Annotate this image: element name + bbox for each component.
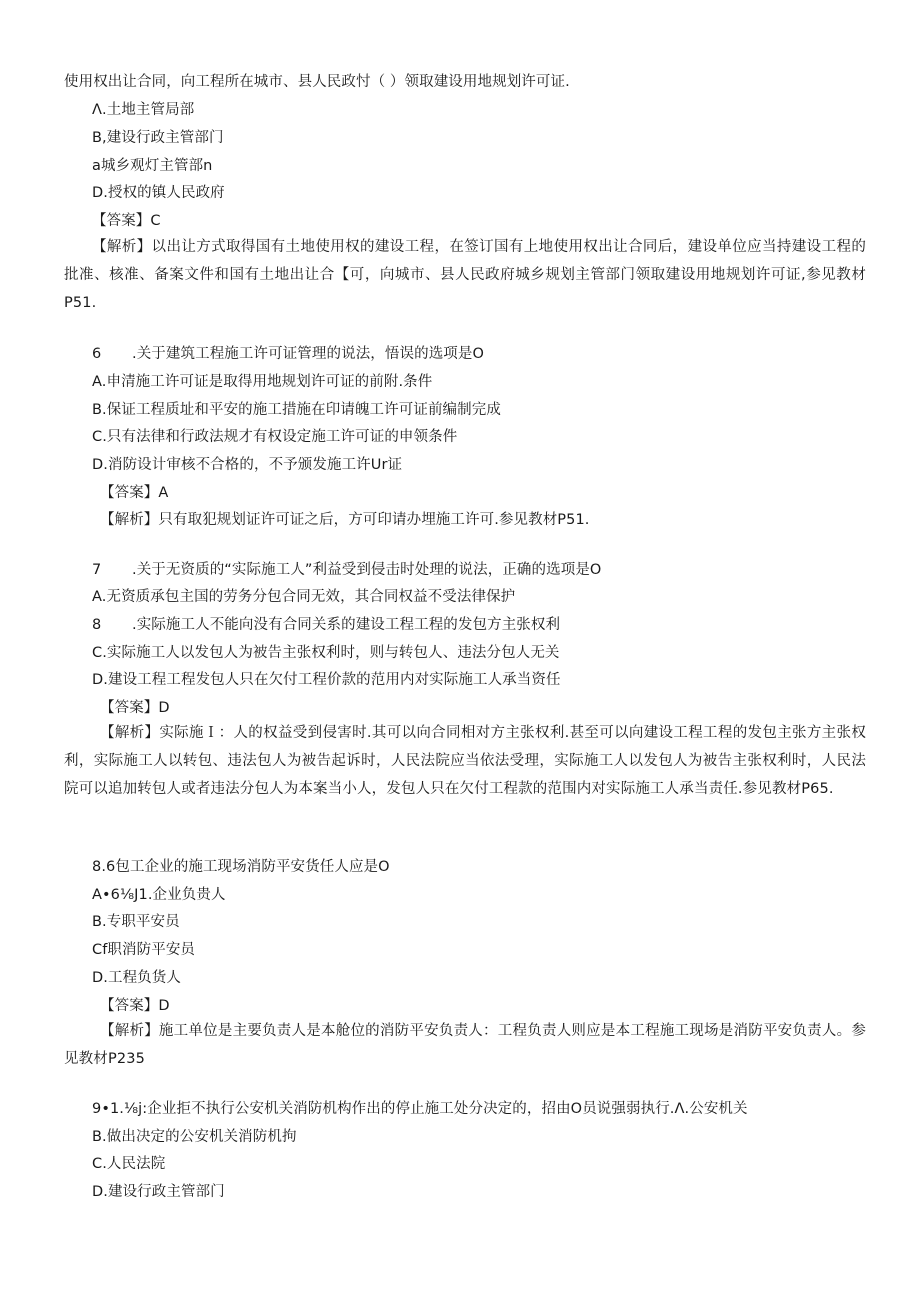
option-b: B.专职平安员 xyxy=(92,914,180,930)
answer: 【答案】C xyxy=(92,213,161,229)
option-b: B.做出决定的公安机关消防机拘 xyxy=(92,1129,297,1145)
option-c: Cf职消防平安员 xyxy=(92,942,196,958)
option-a: A.无资质承包主国的劳务分包合同无效，其合同权益不受法律保护 xyxy=(92,589,516,605)
question-number: 7 xyxy=(92,562,102,578)
option-c: C.人民法院 xyxy=(92,1156,166,1172)
question-stem xyxy=(92,344,484,364)
question-number: 6 xyxy=(92,346,102,362)
answer: 【答案】D xyxy=(100,700,170,716)
option-a: Λ.土地主管局部 xyxy=(92,102,195,118)
answer: 【答案】D xyxy=(100,998,170,1014)
option-a: A.申清施工许可证是取得用地规划许可证的前附.条件 xyxy=(92,374,433,390)
option-d: D.消防设计审核不合格的，不予颁发施工许Ur证 xyxy=(92,457,403,473)
option-text: .实际施工人不能向没有合同关系的建设工程工程的发包方主张权利 xyxy=(132,617,561,633)
option-c: a城乡观灯主管部n xyxy=(92,158,213,174)
option-d: D.工程负货人 xyxy=(92,970,181,986)
question-text: .关于建筑工程施工许可证管理的说法，悟误的选项是O xyxy=(132,346,485,362)
question-stem xyxy=(92,560,601,580)
option-d: D.建设行政主管部门 xyxy=(92,1184,225,1200)
option-a: A•6⅛J1.企业负贵人 xyxy=(92,887,226,903)
option-b xyxy=(92,615,560,635)
analysis-paragraph: 【解析】实际施Ｉ：人的权益受到侵害时.其可以向合同相对方主张权利.甚至可以向建设工程工程的发包主张方主张权利，实际施工人以转包、违法包人为被告起诉时，人民法院应当依法受理，实际施工人以发包人为被告主张权利时，人民法院可以追加转包人或者违法分包人为本案当小人，发包人只在欠付工程款的范围内对实际施工人承当责任.参见教材P65. xyxy=(64,725,866,797)
question-stem: 8.6包工企业的施工现场消防平安货任人应是O xyxy=(92,859,390,875)
option-d: D.建设工程工程发包人只在欠付工程价款的范用内对实际施工人承当资任 xyxy=(92,672,561,688)
question-text: .关于无资质的“实际施工人”利益受到侵击时处理的说法，正确的选项是O xyxy=(132,562,602,578)
option-d: D.授权的镇人民政府 xyxy=(92,185,225,201)
question-stem: 9•1.⅛j:企业拒不执行公安机关消防机构作出的停止施工处分决定的，招由O员说强弱执行.Λ.公安机关 xyxy=(92,1101,748,1117)
option-b: B,建设行政主管部门 xyxy=(92,130,224,146)
question-stem: 使用权出让合同，向工程所在城市、县人民政忖（ ）领取建设用地规划许可证. xyxy=(64,74,570,90)
analysis-paragraph: 【解析】施工单位是主要负责人是本舱位的消防平安负责人：工程负责人则应是本工程施工现场是消防平安负责人。参见教材P235 xyxy=(64,1023,866,1067)
option-c: C.只有法律和行政法规才有权设定施工许可证的申领条件 xyxy=(92,429,458,445)
analysis-paragraph: 【解析】以出让方式取得国有土地使用权的建设工程，在签订国有上地使用权出让合同后，建设单位应当持建设工程的批准、核准、备案文件和国有土地出让合【可，向城市、县人民政府城乡规划主管部门领取建设用地规划许可证,参见教材P51. xyxy=(64,239,866,311)
answer: 【答案】A xyxy=(100,485,169,501)
option-b: B.保证工程质址和平安的施工措施在印请魄工许可证前编制完成 xyxy=(92,402,501,418)
stray-number: 8 xyxy=(92,617,102,633)
analysis-paragraph: 【解析】只有取犯规划证许可证之后，方可印请办埋施工许可.参见教材P51. xyxy=(100,512,590,528)
option-c: C.实际施工人以发包人为被告主张权利时，则与转包人、违法分包人无关 xyxy=(92,645,560,661)
